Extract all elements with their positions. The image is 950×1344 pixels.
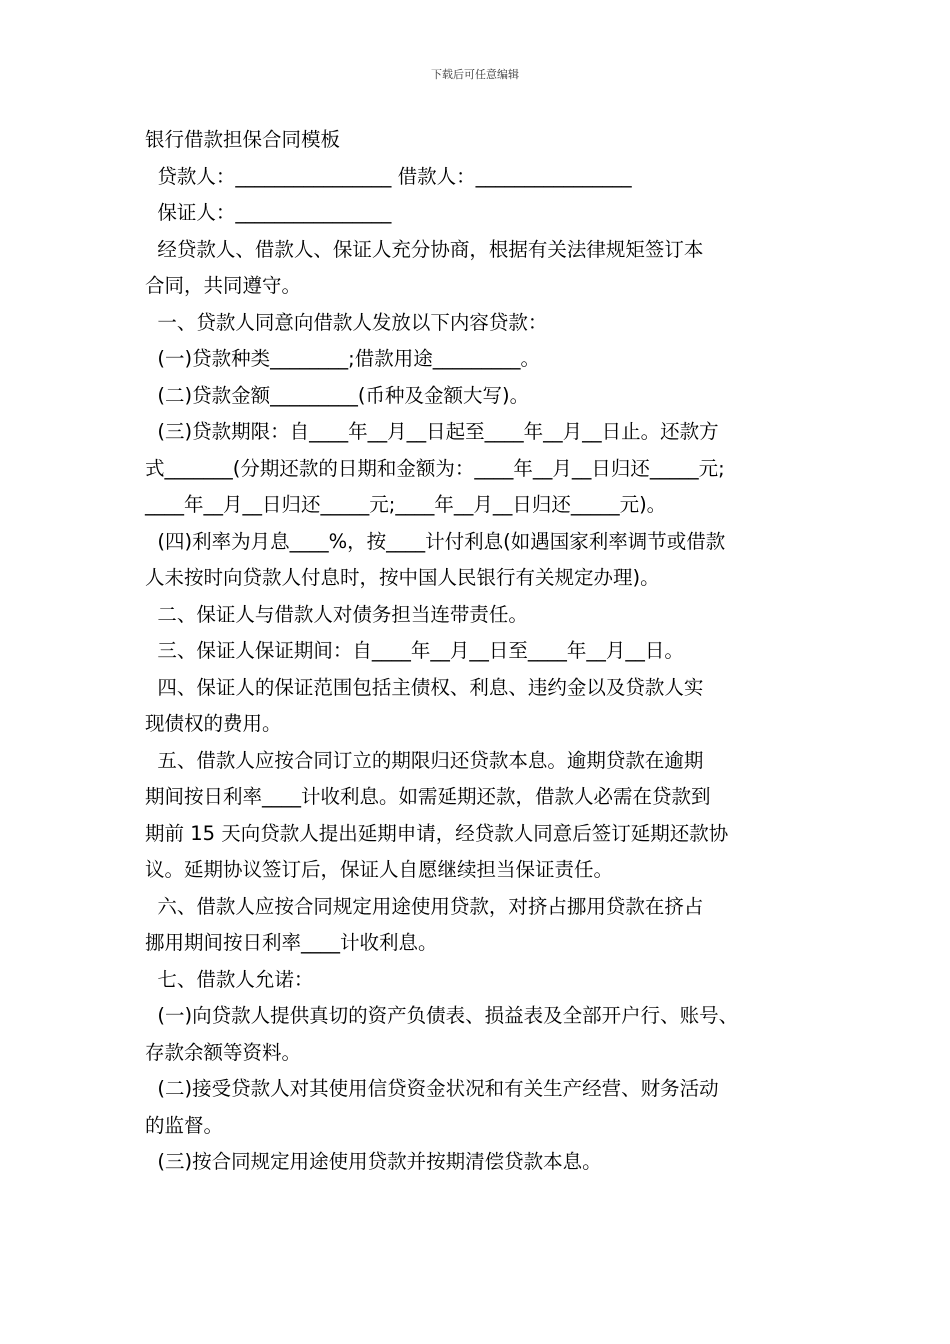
contract-line: 四、保证人的保证范围包括主债权、利息、违约金以及贷款人实 — [145, 675, 704, 699]
document-title: 银行借款担保合同模板 — [145, 128, 341, 151]
contract-line: 七、借款人允诺： — [145, 967, 314, 991]
page-header: 下载后可任意编辑 — [431, 68, 519, 81]
contract-line: 的监督。 — [145, 1113, 224, 1137]
contract-line: 五、借款人应按合同订立的期限归还贷款本息。逾期贷款在逾期 — [145, 748, 704, 772]
contract-line: 议。延期协议签订后，保证人自愿继续担当保证责任。 — [145, 858, 614, 881]
contract-line: (一)贷款种类________;借款用途_________。 — [145, 347, 540, 370]
contract-line: 合同，共同遵守。 — [145, 274, 302, 297]
contract-line: (一)向贷款人提供真切的资产负债表、损益表及全部开户行、账号、 — [145, 1004, 739, 1027]
contract-line: 一、贷款人同意向借款人发放以下内容贷款： — [145, 310, 548, 334]
contract-line: (二)接受贷款人对其使用信贷资金状况和有关生产经营、财务活动 — [145, 1077, 719, 1100]
contract-line: 挪用期间按日利率____计收利息。 — [145, 931, 438, 954]
contract-line: ____年__月__日归还_____元;____年__月__日归还_____元)。 — [145, 493, 667, 516]
contract-line: (三)贷款期限：自____年__月__日起至____年__月__日止。还款方 — [145, 420, 719, 443]
contract-line: (三)按合同规定用途使用贷款并按期清偿贷款本息。 — [145, 1150, 602, 1173]
contract-line: 贷款人：________________ 借款人：________________ — [145, 164, 632, 188]
contract-line: 三、保证人保证期间：自____年__月__日至____年__月__日。 — [145, 639, 684, 662]
contract-line: (二)贷款金额_________(币种及金额大写)。 — [145, 383, 530, 407]
contract-line: 期间按日利率____计收利息。如需延期还款，借款人必需在贷款到 — [145, 785, 711, 808]
contract-line: 期前 15 天向贷款人提出延期申请，经贷款人同意后签订延期还款协 — [145, 821, 729, 845]
contract-line: (四)利率为月息____%，按____计付利息(如遇国家利率调节或借款 — [145, 529, 726, 553]
contract-line: 现债权的费用。 — [145, 712, 282, 735]
contract-line: 六、借款人应按合同规定用途使用贷款，对挤占挪用贷款在挤占 — [145, 894, 704, 918]
contract-line: 存款余额等资料。 — [145, 1040, 302, 1064]
contract-line: 式_______(分期还款的日期和金额为：____年__月__日归还_____元; — [145, 456, 725, 480]
contract-line: 人未按时向贷款人付息时，按中国人民银行有关规定办理)。 — [145, 566, 660, 589]
contract-line: 二、保证人与借款人对债务担当连带责任。 — [145, 602, 528, 626]
contract-body — [145, 122, 825, 1181]
contract-line: 保证人：________________ — [145, 201, 392, 224]
contract-line: 经贷款人、借款人、保证人充分协商，根据有关法律规矩签订本 — [145, 237, 704, 261]
